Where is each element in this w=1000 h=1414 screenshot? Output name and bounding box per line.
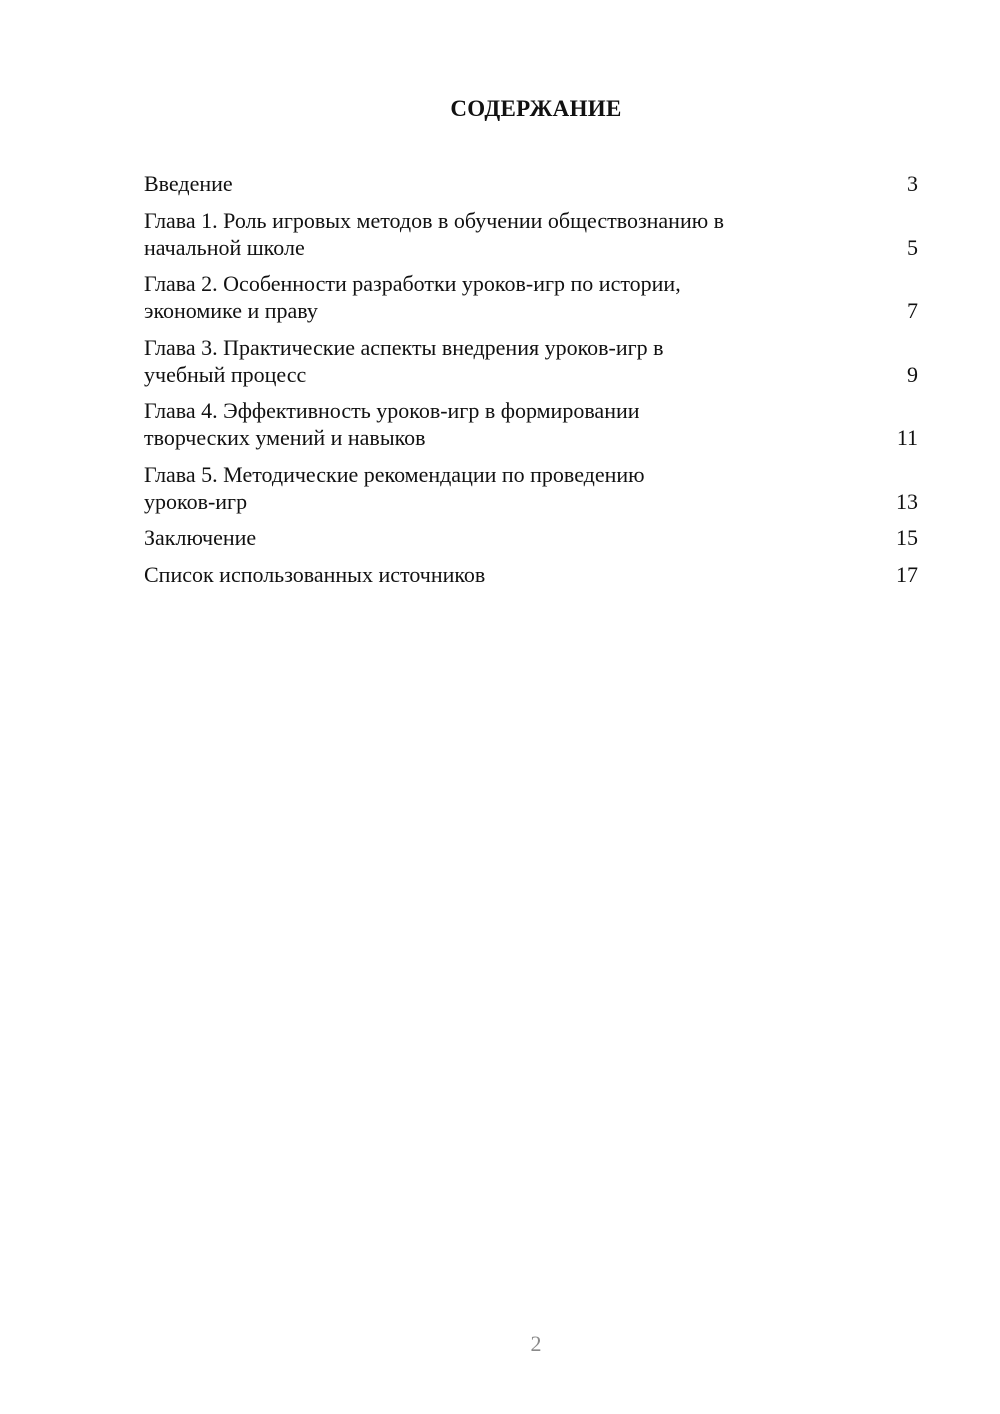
toc-entry-line: начальной школе (144, 234, 305, 260)
toc-entry-text (144, 170, 824, 197)
toc-entry-line: Глава 3. Практические аспекты внедрения уроков-игр в (144, 334, 664, 360)
toc-entry-chapter-4[interactable] (144, 397, 918, 451)
toc-entry-page: 7 (907, 298, 918, 323)
toc-entry-chapter-1[interactable] (144, 207, 918, 261)
toc-entry-line: учебный процесс (144, 361, 307, 387)
toc-entry-line: Глава 5. Методические рекомендации по проведению (144, 461, 645, 487)
page-number: 2 (530, 1331, 542, 1356)
toc-entry-line: Глава 2. Особенности разработки уроков-игр по истории, (144, 271, 681, 296)
toc-entry-page: 9 (907, 361, 918, 387)
toc-entry-text (144, 270, 824, 324)
toc-entry-chapter-3[interactable] (144, 334, 918, 388)
table-of-contents (144, 170, 918, 597)
toc-entry-line: уроков-игр (144, 488, 248, 514)
page-title: СОДЕРЖАНИЕ (450, 96, 622, 121)
toc-entry-page: 15 (896, 525, 918, 550)
toc-entry-text (144, 461, 824, 515)
toc-entry-text (144, 397, 824, 451)
toc-entry-references[interactable] (144, 561, 918, 588)
toc-entry-text (144, 334, 824, 388)
toc-entry-line: творческих умений и навыков (144, 425, 426, 450)
toc-entry-line: Глава 1. Роль игровых методов в обучении обществознанию в (144, 207, 725, 233)
toc-entry-introduction[interactable] (144, 170, 918, 197)
toc-entry-text (144, 524, 824, 551)
toc-entry-chapter-2[interactable] (144, 270, 918, 324)
toc-entry-page: 5 (907, 234, 918, 260)
toc-entry-text (144, 561, 824, 588)
toc-entry-page: 11 (896, 425, 918, 450)
toc-entry-page: 3 (907, 171, 918, 196)
toc-entry-line: Введение (144, 171, 233, 196)
toc-entry-line: Список использованных источников (144, 561, 486, 587)
toc-entry-line: экономике и праву (144, 298, 318, 323)
toc-entry-line: Заключение (144, 525, 257, 550)
toc-entry-chapter-5[interactable] (144, 461, 918, 515)
toc-entry-text (144, 207, 824, 261)
toc-entry-line: Глава 4. Эффективность уроков-игр в формировании (144, 398, 640, 423)
toc-entry-page: 13 (896, 488, 918, 514)
toc-entry-conclusion[interactable] (144, 524, 918, 551)
toc-entry-page: 17 (896, 561, 918, 587)
